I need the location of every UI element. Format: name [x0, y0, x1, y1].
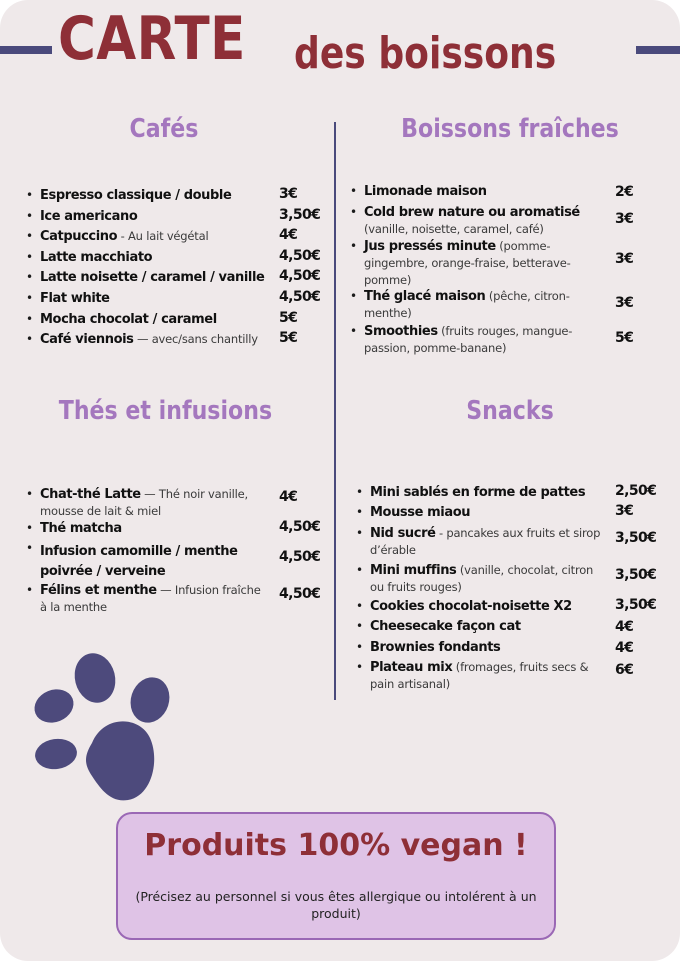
menu-title-sub: des boissons	[294, 28, 557, 79]
item-name: Catpuccino	[40, 229, 118, 245]
list-item: • Catpuccino - Au lait végétal 4€	[26, 227, 298, 245]
item-name: Café viennois	[40, 332, 134, 348]
item-name: Cold brew nature ou aromatisé	[364, 205, 580, 220]
item-desc: (pomme-gingembre, orange-fraise, betterave-pomme)	[364, 239, 571, 287]
item-name: Espresso classique / double	[40, 188, 232, 203]
list-item: • Cold brew nature ou aromatisé (vanille, noisette, caramel, café) 3€	[350, 205, 634, 236]
list-item: • Mousse miaou 3€	[356, 503, 634, 520]
column-divider	[334, 122, 336, 700]
list-item: • Latte macchiato 4,50€	[26, 247, 321, 265]
list-item: • Mini sablés en forme de pattes 2,50€	[356, 483, 657, 500]
list-item: • Ice americano 3,50€	[26, 206, 321, 224]
item-price: 4€	[279, 227, 298, 244]
paw-print-icon	[26, 648, 186, 808]
title-bar-right	[636, 46, 680, 54]
list-item: • Chat-thé Latte — Thé noir vanille, mousse de lait & miel 4€	[26, 487, 298, 518]
item-price: 3€	[279, 186, 298, 202]
item-price: 4,50€	[279, 268, 321, 285]
list-item: • Smoothies (fruits rouges, mangue-passion, pomme-banane) 5€	[350, 324, 634, 355]
item-desc: — Thé noir vanille, mousse de lait & miel	[40, 487, 248, 518]
section-title-cafes: Cafés	[129, 114, 199, 144]
item-price: 3,50€	[615, 597, 657, 613]
item-name: Mini sablés en forme de pattes	[370, 485, 586, 500]
title-bar-left	[0, 46, 52, 54]
list-boissons	[350, 182, 664, 358]
item-price: 3€	[615, 211, 634, 227]
allergy-note: (Précisez au personnel si vous êtes allergique ou intolérent à un produit)	[135, 889, 537, 921]
item-price: 5€	[615, 330, 634, 346]
item-price: 4,50€	[279, 549, 321, 565]
list-item: • Mini muffins (vanille, chocolat, citron ou fruits rouges) 3,50€	[356, 563, 657, 594]
item-price: 3,50€	[615, 567, 657, 583]
item-name: Nid sucré	[370, 526, 436, 541]
list-thes	[26, 485, 330, 615]
item-price: 4,50€	[279, 288, 321, 305]
item-name: Thé glacé maison	[364, 289, 486, 304]
item-name: Latte macchiato	[40, 249, 153, 265]
item-name: Chat-thé Latte	[40, 487, 141, 502]
item-price: 5€	[279, 330, 298, 347]
item-price: 4€	[279, 489, 298, 505]
item-price: 4,50€	[279, 247, 321, 264]
list-item: • Cookies chocolat-noisette X2 3,50€	[356, 597, 657, 614]
item-price: 4,50€	[279, 586, 321, 602]
item-name: Smoothies	[364, 324, 438, 339]
list-cafes	[26, 186, 330, 351]
list-item: • Limonade maison 2€	[350, 184, 634, 200]
vegan-title: Produits 100% vegan !	[144, 828, 528, 863]
item-name: Latte noisette / caramel / vanille	[40, 270, 265, 286]
item-name: Mini muffins	[370, 563, 457, 578]
list-item: • Brownies fondants 4€	[356, 640, 634, 656]
list-item: • Latte noisette / caramel / vanille 4,50€	[26, 268, 321, 286]
item-name: Limonade maison	[364, 184, 487, 199]
item-desc: - Au lait végétal	[117, 229, 209, 244]
item-desc: - pancakes aux fruits et sirop d’érable	[370, 526, 601, 557]
item-desc: (fromages, fruits secs & pain artisanal)	[370, 660, 589, 691]
list-item: • Cheesecake façon cat 4€	[356, 619, 634, 635]
list-item: • Plateau mix (fromages, fruits secs & pain artisanal) 6€	[356, 660, 634, 691]
item-name: Mocha chocolat / caramel	[40, 311, 217, 327]
item-price: 4€	[615, 640, 634, 656]
item-name: Cheesecake façon cat	[370, 619, 521, 634]
item-name: Flat white	[40, 290, 110, 306]
item-desc: (vanille, noisette, caramel, café)	[364, 222, 544, 236]
item-name: Cookies chocolat-noisette X2	[370, 599, 572, 614]
menu-title-main: CARTE	[58, 4, 246, 74]
item-desc: (vanille, chocolat, citron ou fruits rouges)	[370, 563, 594, 594]
item-desc: (pêche, citron-menthe)	[364, 289, 570, 320]
item-price: 3€	[615, 503, 634, 519]
item-price: 3,50€	[615, 530, 657, 546]
list-item: • Jus pressés minute (pomme-gingembre, orange-fraise, betterave-pomme) 3€	[350, 239, 634, 287]
item-name: Plateau mix	[370, 660, 453, 675]
item-price: 6€	[615, 662, 634, 678]
item-name: Mousse miaou	[370, 505, 471, 520]
vegan-box	[116, 812, 556, 940]
item-price: 2€	[615, 184, 634, 200]
item-name: Thé matcha	[40, 521, 122, 536]
item-price: 4,50€	[279, 519, 321, 535]
list-item: • Thé matcha 4,50€	[26, 519, 321, 536]
list-snacks	[356, 483, 670, 694]
item-name: Brownies fondants	[370, 640, 501, 655]
item-price: 2,50€	[615, 483, 657, 499]
item-name: Félins et menthe	[40, 583, 157, 598]
item-name: Infusion camomille / menthe poivrée / verveine	[40, 544, 238, 579]
item-desc: — Infusion fraîche à la menthe	[40, 583, 261, 614]
item-price: 5€	[279, 309, 298, 326]
list-item: • Café viennois — avec/sans chantilly 5€	[26, 330, 298, 348]
item-price: 3,50€	[279, 206, 321, 223]
item-desc: — avec/sans chantilly	[133, 332, 258, 347]
list-item: • Thé glacé maison (pêche, citron-menthe) 3€	[350, 289, 634, 320]
section-title-snacks: Snacks	[466, 396, 554, 426]
item-name: Jus pressés minute	[364, 239, 496, 254]
list-item: • Infusion camomille / menthe poivrée / verveine 4,50€	[26, 541, 321, 579]
item-desc: (fruits rouges, mangue-passion, pomme-banane)	[364, 324, 573, 355]
section-title-boissons: Boissons fraîches	[401, 114, 619, 144]
section-title-thes: Thés et infusions	[58, 396, 273, 426]
list-item: • Félins et menthe — Infusion fraîche à la menthe 4,50€	[26, 583, 321, 614]
list-item: • Flat white 4,50€	[26, 288, 321, 306]
list-item: • Espresso classique / double 3€	[26, 186, 298, 203]
item-price: 3€	[615, 295, 634, 311]
list-item: • Mocha chocolat / caramel 5€	[26, 309, 298, 327]
item-price: 3€	[615, 251, 634, 267]
item-price: 4€	[615, 619, 634, 635]
item-name: Ice americano	[40, 208, 138, 224]
list-item: • Nid sucré - pancakes aux fruits et sirop d’érable 3,50€	[356, 526, 657, 557]
